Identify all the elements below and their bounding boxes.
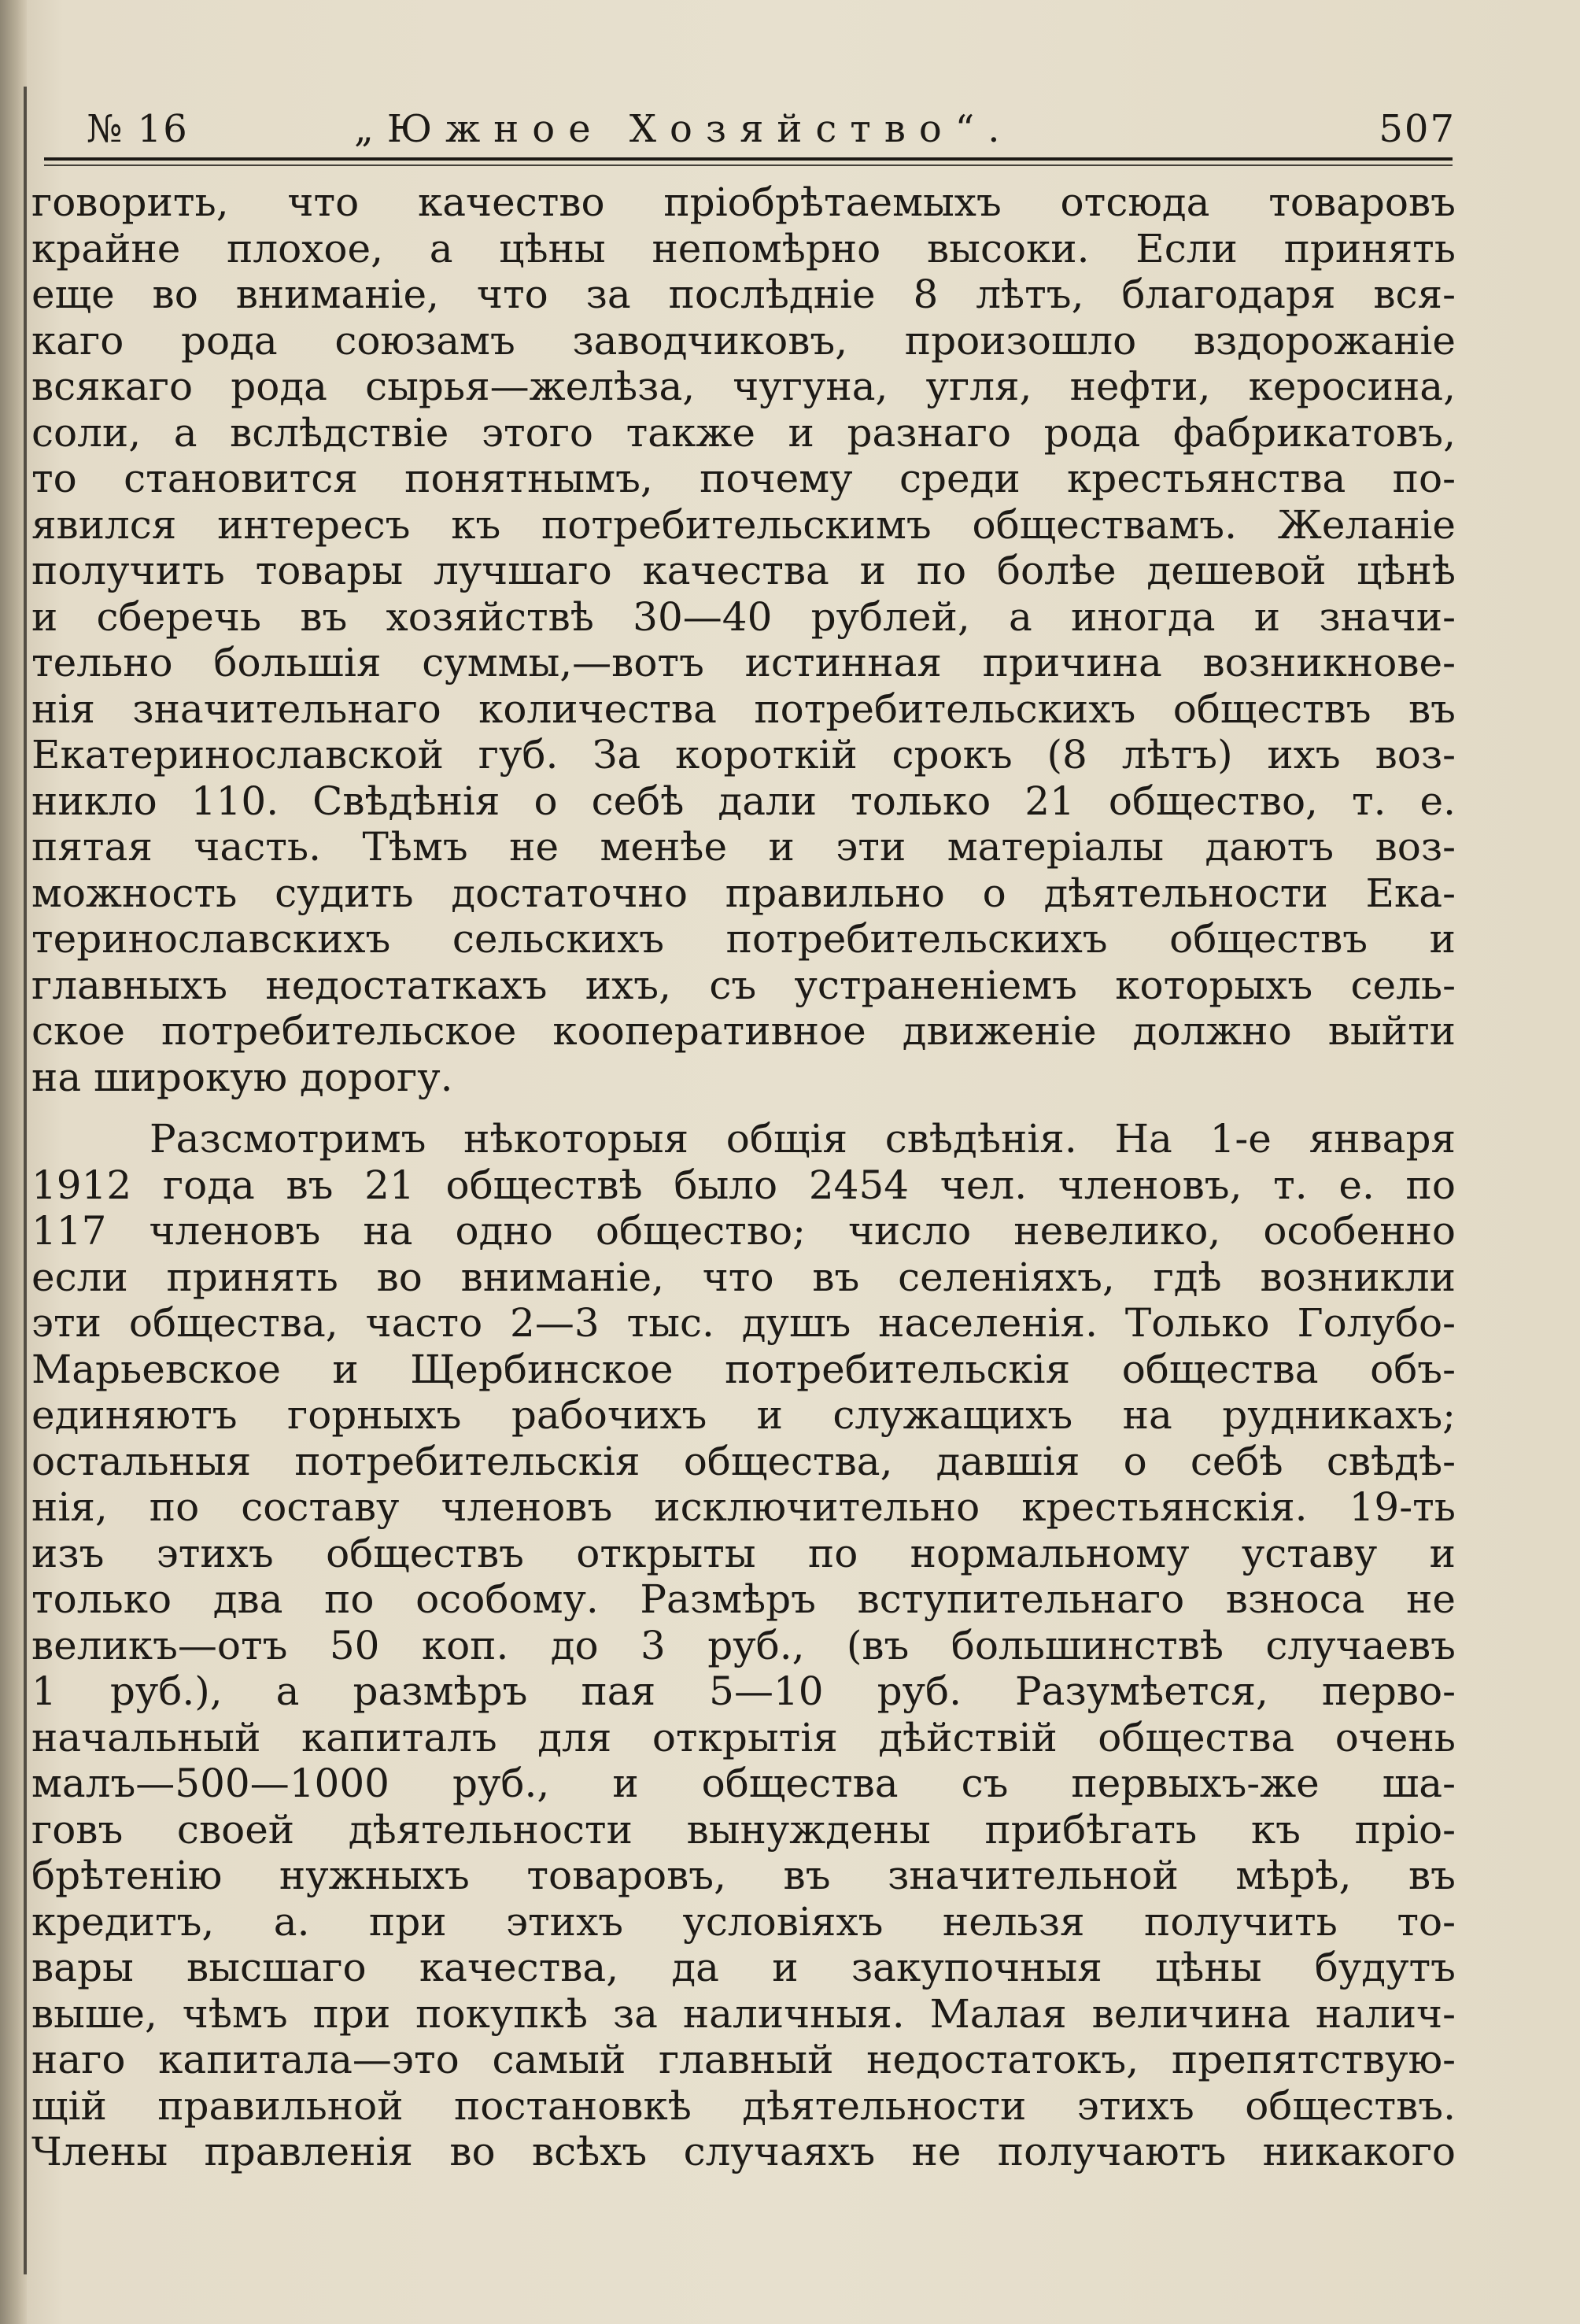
text-line: эти общества, часто 2—3 тыс. душъ населенія. Только Голубо- bbox=[31, 1300, 1456, 1346]
text-line: всякаго рода сырья—желѣза, чугуна, угля, нефти, керосина, bbox=[31, 364, 1456, 409]
text-line: кредитъ, а. при этихъ условіяхъ нельзя получить то- bbox=[31, 1898, 1456, 1945]
text-line: можность судить достаточно правильно о дѣятельности Ека- bbox=[31, 870, 1456, 916]
text-line: нія, по составу членовъ исключительно крестьянскія. 19-ть bbox=[31, 1484, 1456, 1530]
text-line: и сберечь въ хозяйствѣ 30—40 рублей, а иногда и значи- bbox=[31, 593, 1456, 640]
text-line: крайне плохое, а цѣны непомѣрно высоки. Если принять bbox=[31, 225, 1456, 272]
journal-title: „Южное Хозяйство“. bbox=[354, 107, 1013, 151]
header-rule-thin bbox=[44, 164, 1453, 166]
text-line: пятая часть. Тѣмъ не менѣе и эти матеріалы даютъ воз- bbox=[31, 824, 1456, 870]
text-line: 117 членовъ на одно общество; число невелико, особенно bbox=[31, 1208, 1456, 1254]
text-line: Марьевское и Щербинское потребительскія общества объ- bbox=[31, 1346, 1456, 1392]
text-line: явился интересъ къ потребительскимъ обществамъ. Желаніе bbox=[31, 501, 1456, 548]
text-line: если принять во вниманіе, что въ селеніяхъ, гдѣ возникли bbox=[31, 1254, 1456, 1300]
body-text bbox=[31, 179, 1456, 2175]
issue-number: № 16 bbox=[87, 107, 189, 151]
paragraph-2 bbox=[31, 1116, 1456, 2175]
text-line: 1 руб.), а размѣръ пая 5—10 руб. Разумѣется, перво- bbox=[31, 1668, 1456, 1714]
header-rule bbox=[44, 157, 1453, 161]
text-line: выше, чѣмъ при покупкѣ за наличныя. Малая величина налич- bbox=[31, 1990, 1456, 2037]
text-line: на широкую дорогу. bbox=[31, 1054, 453, 1100]
text-line: тельно большія суммы,—вотъ истинная причина возникнове- bbox=[31, 640, 1456, 685]
text-line: нія значительнаго количества потребительскихъ обществъ въ bbox=[31, 685, 1456, 732]
text-line: никло 110. Свѣдѣнія о себѣ дали только 21 общество, т. е. bbox=[31, 778, 1456, 824]
text-line: то становится понятнымъ, почему среди крестьянства по- bbox=[31, 456, 1456, 501]
text-line: 1912 года въ 21 обществѣ было 2454 чел. членовъ, т. е. по bbox=[31, 1162, 1456, 1208]
text-line: брѣтенію нужныхъ товаровъ, въ значительной мѣрѣ, въ bbox=[31, 1853, 1456, 1898]
text-line: единяютъ горныхъ рабочихъ и служащихъ на рудникахъ; bbox=[31, 1392, 1456, 1438]
text-line: остальныя потребительскія общества, давшія о себѣ свѣдѣ- bbox=[31, 1438, 1456, 1484]
text-line: получить товары лучшаго качества и по болѣе дешевой цѣнѣ bbox=[31, 548, 1456, 593]
text-line: теринославскихъ сельскихъ потребительскихъ обществъ и bbox=[31, 916, 1456, 962]
binding-shadow-line bbox=[24, 87, 27, 2274]
book-binding-edge bbox=[0, 0, 27, 2324]
text-line: главныхъ недостаткахъ ихъ, съ устраненіемъ которыхъ сель- bbox=[31, 962, 1456, 1008]
text-line: каго рода союзамъ заводчиковъ, произошло вздорожаніе bbox=[31, 317, 1456, 364]
text-line: еще во вниманіе, что за послѣдніе 8 лѣтъ, благодаря вся- bbox=[31, 272, 1456, 317]
page-number: 507 bbox=[1379, 107, 1456, 151]
text-line: только два по особому. Размѣръ вступительнаго взноса не bbox=[31, 1576, 1456, 1622]
text-line: щій правильной постановкѣ дѣятельности этихъ обществъ. bbox=[31, 2082, 1456, 2129]
text-line: малъ—500—1000 руб., и общества съ первыхъ-же ша- bbox=[31, 1761, 1456, 1806]
text-line: Екатеринославской губ. За короткій срокъ (8 лѣтъ) ихъ воз- bbox=[31, 732, 1456, 778]
text-line: ское потребительское кооперативное движеніе должно выйти bbox=[31, 1008, 1456, 1054]
text-line: наго капитала—это самый главный недостатокъ, препятствую- bbox=[31, 2037, 1456, 2082]
text-line: начальный капиталъ для открытія дѣйствій общества очень bbox=[31, 1714, 1456, 1761]
text-line: говорить, что качество пріобрѣтаемыхъ отсюда товаровъ bbox=[31, 179, 1456, 225]
paragraph-1 bbox=[31, 179, 1456, 1100]
text-line: соли, а вслѣдствіе этого также и разнаго рода фабрикатовъ, bbox=[31, 409, 1456, 456]
text-line: Члены правленія во всѣхъ случаяхъ не получаютъ никакого bbox=[31, 2129, 1456, 2174]
running-header bbox=[87, 101, 1456, 164]
text-line: вары высшаго качества, да и закупочныя цѣны будутъ bbox=[31, 1945, 1456, 1990]
text-line: говъ своей дѣятельности вынуждены прибѣгать къ пріо- bbox=[31, 1806, 1456, 1853]
text-line: великъ—отъ 50 коп. до 3 руб., (въ большинствѣ случаевъ bbox=[31, 1622, 1456, 1668]
text-line: изъ этихъ обществъ открыты по нормальному уставу и bbox=[31, 1530, 1456, 1576]
text-line: Разсмотримъ нѣкоторыя общія свѣдѣнія. На 1-е января bbox=[150, 1116, 1456, 1162]
